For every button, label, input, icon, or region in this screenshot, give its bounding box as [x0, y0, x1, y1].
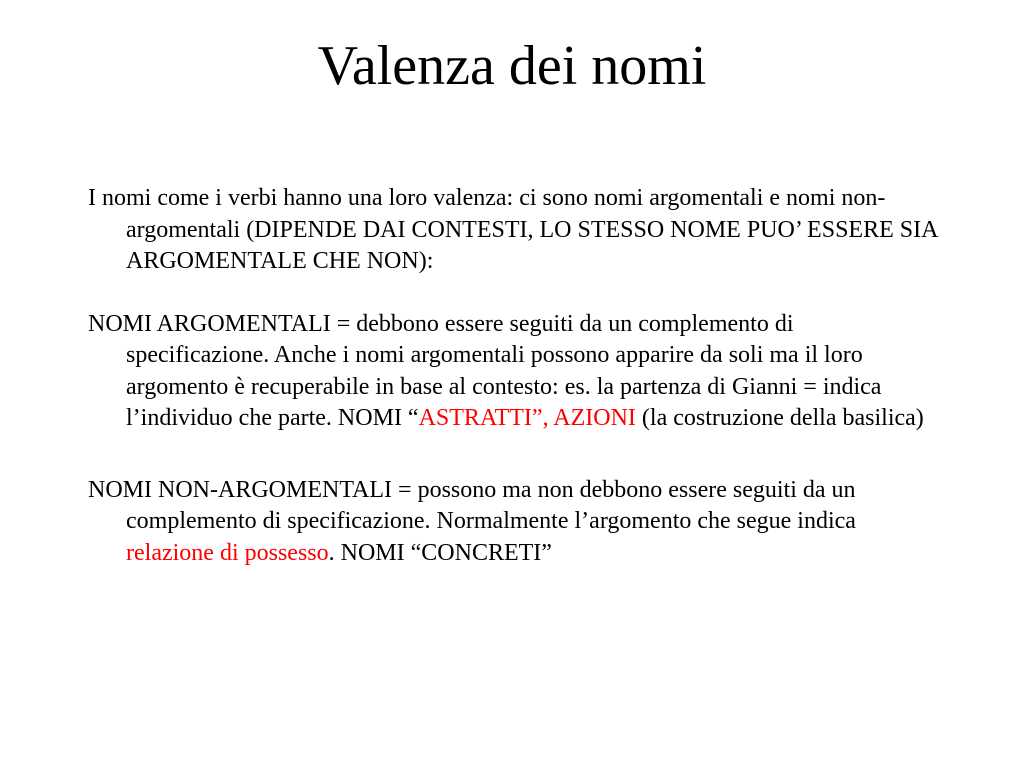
highlighted-text-astratti-azioni: ASTRATTI”, AZIONI [418, 405, 636, 431]
paragraph-text: NOMI NON-ARGOMENTALI = possono ma non debbono essere seguiti da un complemento di specificazione. Normalmente l’argomento che segue indica [88, 476, 856, 534]
slide-title: Valenza dei nomi [317, 35, 707, 97]
paragraph-valenza-intro [88, 183, 938, 278]
paragraph-text: (la costruzione della basilica) [635, 405, 924, 431]
slide-body [88, 183, 938, 600]
paragraph-nomi-non-argomentali [88, 475, 938, 570]
paragraph-text: I nomi come i verbi hanno una loro valenza: ci sono nomi argomentali e nomi non-argomentali (DIPENDE DAI CONTESTI, LO STESSO NOME PUO’ ESSERE SIA ARGOMENTALE CHE NON): [88, 185, 938, 274]
paragraph-text: . NOMI “CONCRETI” [328, 539, 552, 566]
highlighted-text-relazione-di-possesso: relazione di possesso [126, 539, 329, 566]
paragraph-text: NOMI ARGOMENTALI = debbono essere seguiti da un complemento di specificazione. Anche i nomi argomentali possono apparire da soli ma il loro argomento è recuperabile in base al contesto: es. la partenza di Gianni = indica l’individuo che parte. NOMI “ [88, 310, 882, 431]
paragraph-nomi-argomentali [88, 309, 938, 435]
